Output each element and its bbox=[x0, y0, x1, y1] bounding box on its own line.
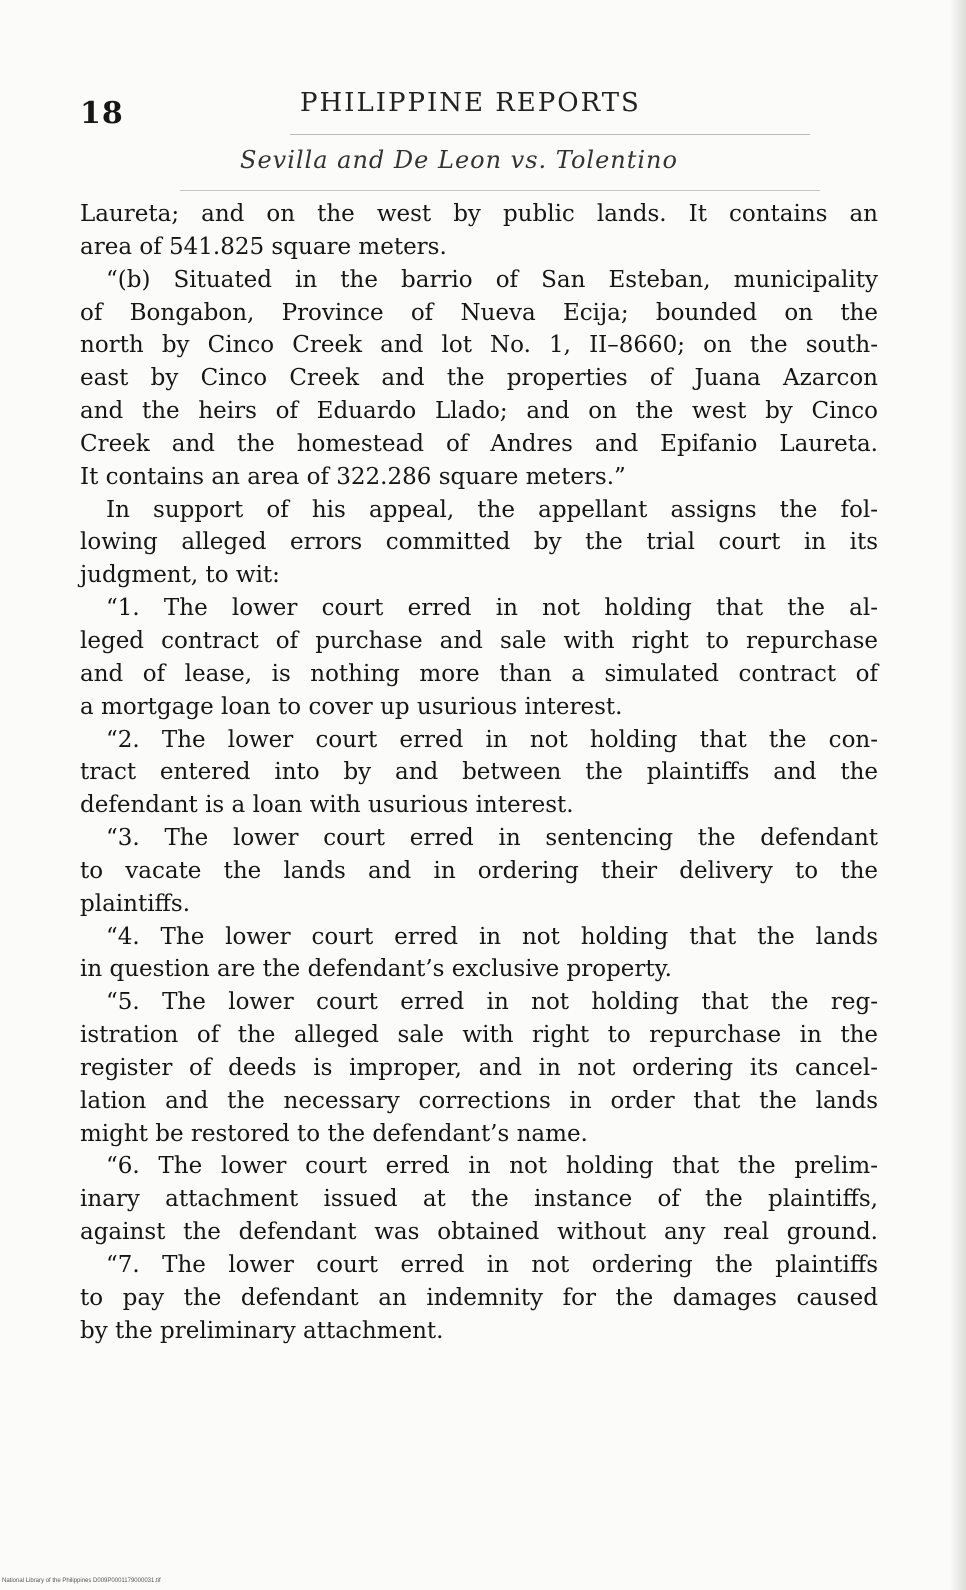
text-line: area of 541.825 square meters. bbox=[80, 233, 447, 260]
text-line: lowing alleged errors committed by the trial court in its bbox=[80, 529, 878, 556]
text-line: a mortgage loan to cover up usurious interest. bbox=[80, 693, 623, 720]
text-line: tract entered into by and between the plaintiffs and the bbox=[80, 759, 878, 786]
header-rule bbox=[290, 134, 810, 135]
page-number: 18 bbox=[80, 96, 124, 131]
text-line: and of lease, is nothing more than a simulated contract of bbox=[80, 660, 878, 687]
text-line: lation and the necessary corrections in order that the lands bbox=[80, 1087, 878, 1114]
text-line: “(b) Situated in the barrio of San Esteban, municipality bbox=[106, 266, 878, 293]
case-title: Sevilla and De Leon vs. Tolentino bbox=[240, 146, 678, 174]
text-line: inary attachment issued at the instance of the plaintiffs, bbox=[80, 1186, 878, 1213]
text-line: “7. The lower court erred in not ordering the plaintiffs bbox=[106, 1252, 878, 1278]
text-line: in question are the defendant’s exclusive property. bbox=[80, 956, 672, 983]
text-line: Laureta; and on the west by public lands. It contains an bbox=[80, 201, 878, 227]
text-line: Creek and the homestead of Andres and Epifanio Laureta. bbox=[80, 430, 878, 457]
text-line: It contains an area of 322.286 square meters.” bbox=[80, 463, 626, 490]
text-line: “5. The lower court erred in not holding that the reg- bbox=[106, 989, 878, 1016]
text-line: east by Cinco Creek and the properties of Juana Azarcon bbox=[80, 365, 878, 392]
text-line: of Bongabon, Province of Nueva Ecija; bounded on the bbox=[80, 299, 878, 326]
text-line: to pay the defendant an indemnity for the damages caused bbox=[80, 1284, 878, 1311]
text-line: In support of his appeal, the appellant assigns the fol- bbox=[106, 496, 878, 523]
text-line: “6. The lower court erred in not holding that the prelim- bbox=[106, 1153, 878, 1180]
text-line: plaintiffs. bbox=[80, 890, 191, 917]
text-line: “1. The lower court erred in not holding that the al- bbox=[106, 595, 878, 622]
text-line: register of deeds is improper, and in not ordering its cancel- bbox=[80, 1054, 878, 1081]
body-text bbox=[80, 198, 878, 1348]
text-line: north by Cinco Creek and lot No. 1, II–8660; on the south- bbox=[80, 332, 878, 359]
text-line: to vacate the lands and in ordering their delivery to the bbox=[80, 857, 878, 884]
text-line: defendant is a loan with usurious interest. bbox=[80, 792, 574, 819]
text-line: might be restored to the defendant’s name. bbox=[80, 1120, 588, 1147]
scan-footer: National Library of the Philippines D009P0001179000031.tif bbox=[2, 1578, 161, 1584]
page-edge-shadow bbox=[950, 0, 966, 1590]
text-line: “4. The lower court erred in not holding that the lands bbox=[106, 923, 878, 950]
text-line: istration of the alleged sale with right to repurchase in the bbox=[80, 1022, 878, 1049]
text-line: and the heirs of Eduardo Llado; and on the west by Cinco bbox=[80, 398, 878, 425]
running-title: PHILIPPINE REPORTS bbox=[300, 88, 641, 118]
text-line: leged contract of purchase and sale with right to repurchase bbox=[80, 627, 878, 654]
text-line: “2. The lower court erred in not holding that the con- bbox=[106, 726, 878, 753]
header-rule-lower bbox=[180, 190, 820, 191]
text-line: “3. The lower court erred in sentencing the defendant bbox=[106, 825, 878, 852]
text-line: against the defendant was obtained without any real ground. bbox=[80, 1219, 878, 1246]
text-line: by the preliminary attachment. bbox=[80, 1317, 444, 1344]
text-line: judgment, to wit: bbox=[80, 562, 280, 589]
